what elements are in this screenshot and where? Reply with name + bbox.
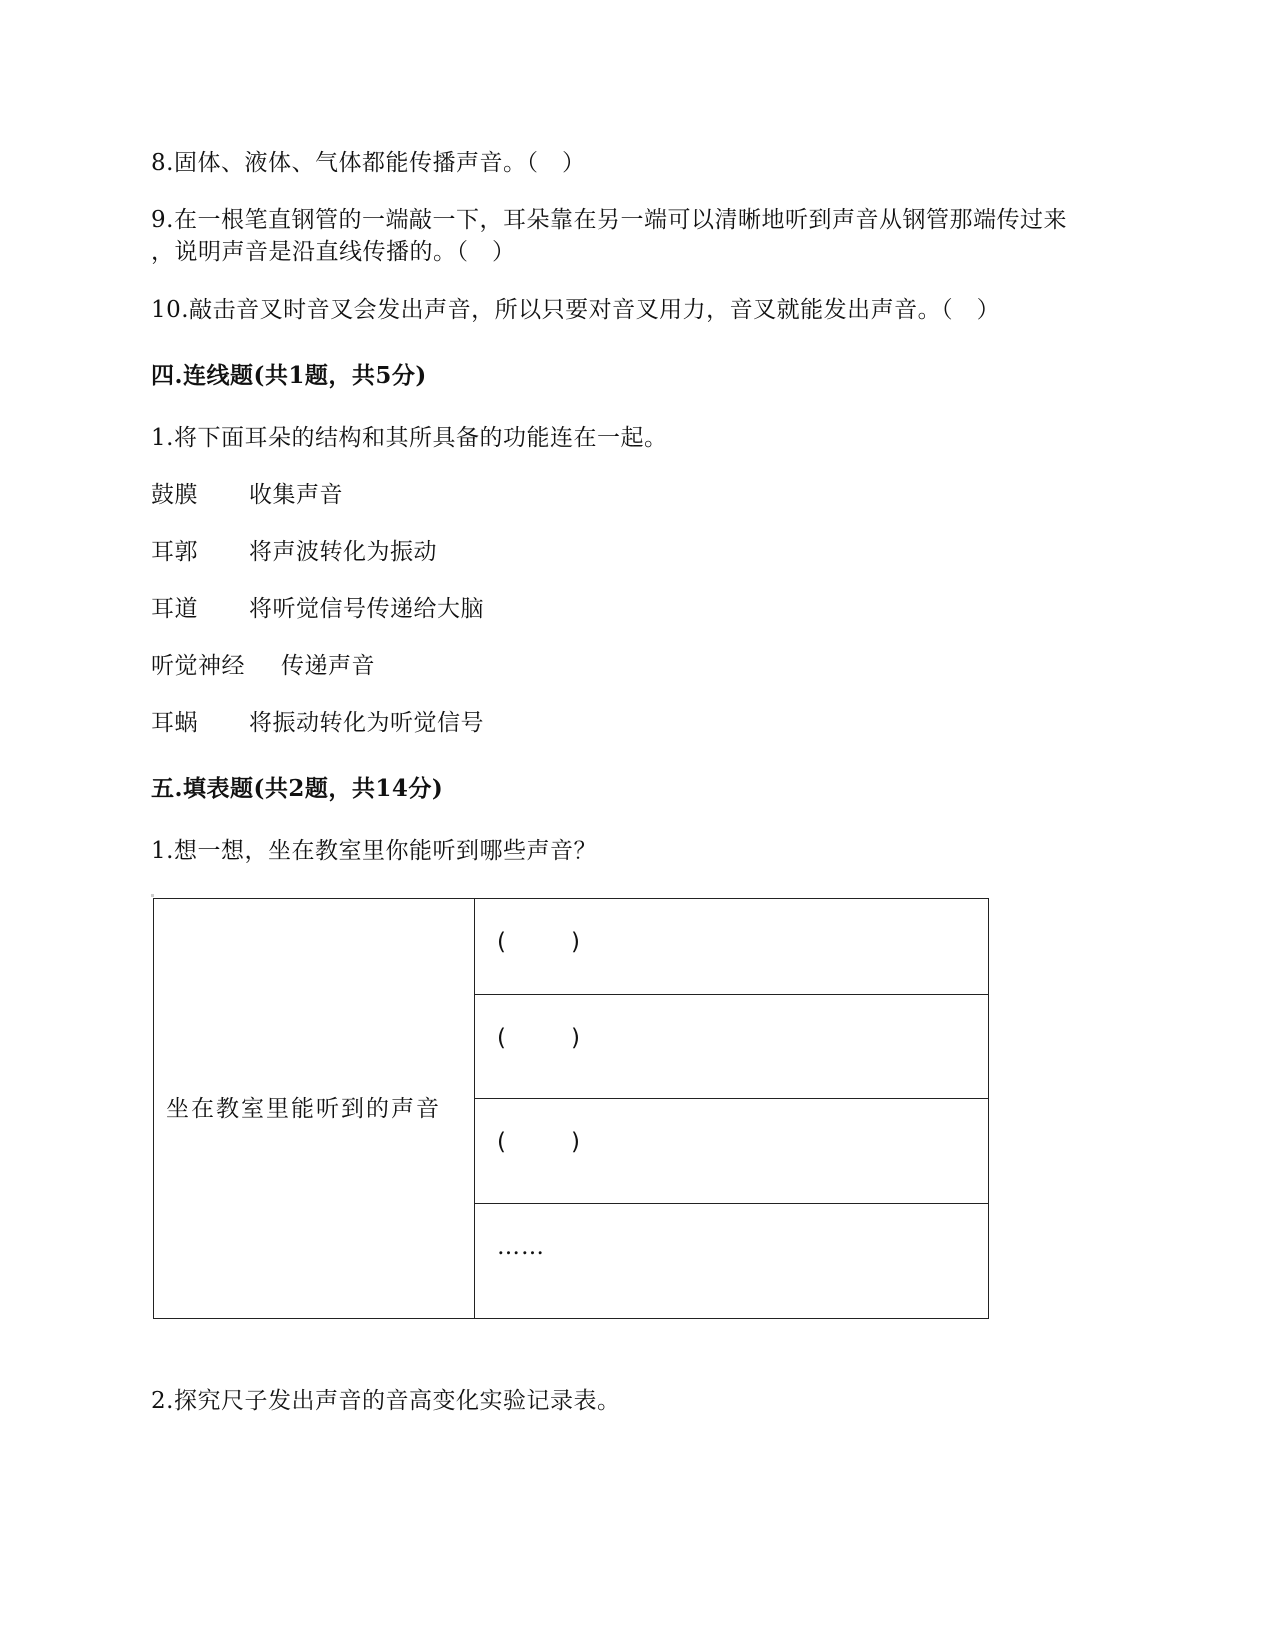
answer-cell-2[interactable] — [475, 995, 989, 1099]
match-left-5: 耳蜗 — [151, 710, 198, 736]
match-left-3: 耳道 — [151, 596, 198, 622]
match-left-4: 听觉神经 — [151, 653, 245, 679]
match-row-3 — [151, 594, 484, 624]
answer-cell-3[interactable] — [475, 1099, 989, 1204]
section-4-heading: 四.连线题(共1题，共5分) — [151, 362, 427, 389]
match-right-1: 收集声音 — [249, 482, 343, 508]
match-row-4 — [151, 651, 375, 681]
match-left-2: 耳郭 — [151, 539, 198, 565]
section-5-question-2: 2.探究尺子发出声音的音高变化实验记录表。 — [151, 1388, 621, 1414]
section-5-heading: 五.填表题(共2题，共14分) — [151, 775, 444, 802]
answer-cell-ellipsis[interactable]: …… — [475, 1204, 989, 1319]
classroom-sounds-table — [153, 898, 989, 1319]
match-right-4: 传递声音 — [281, 653, 375, 679]
match-right-3: 将听觉信号传递给大脑 — [249, 596, 484, 622]
section-5-question-1: 1.想一想，坐在教室里你能听到哪些声音？ — [151, 838, 597, 864]
match-row-5 — [151, 708, 484, 738]
question-9-line-1: 9.在一根笔直钢管的一端敲一下，耳朵靠在另一端可以清晰地听到声音从钢管那端传过来 — [151, 207, 1067, 233]
answer-cell-1[interactable] — [475, 899, 989, 995]
match-right-2: 将声波转化为振动 — [249, 539, 437, 565]
question-10: 10.敲击音叉时音叉会发出声音，所以只要对音叉用力，音叉就能发出声音。（ ） — [151, 297, 1001, 323]
answer-paren-3: ( ) — [497, 1129, 581, 1155]
match-right-5: 将振动转化为听觉信号 — [249, 710, 484, 736]
table-label-cell: 坐在教室里能听到的声音 — [154, 899, 475, 1319]
match-row-2 — [151, 537, 437, 567]
answer-paren-1: ( ) — [497, 929, 581, 955]
question-9-line-2: ，说明声音是沿直线传播的。（ ） — [151, 239, 516, 265]
question-8: 8.固体、液体、气体都能传播声音。（ ） — [151, 150, 586, 176]
answer-paren-2: ( ) — [497, 1025, 581, 1051]
match-row-1 — [151, 480, 343, 510]
section-4-question-1: 1.将下面耳朵的结构和其所具备的功能连在一起。 — [151, 425, 668, 451]
match-left-1: 鼓膜 — [151, 482, 198, 508]
anchor-mark — [151, 894, 154, 897]
